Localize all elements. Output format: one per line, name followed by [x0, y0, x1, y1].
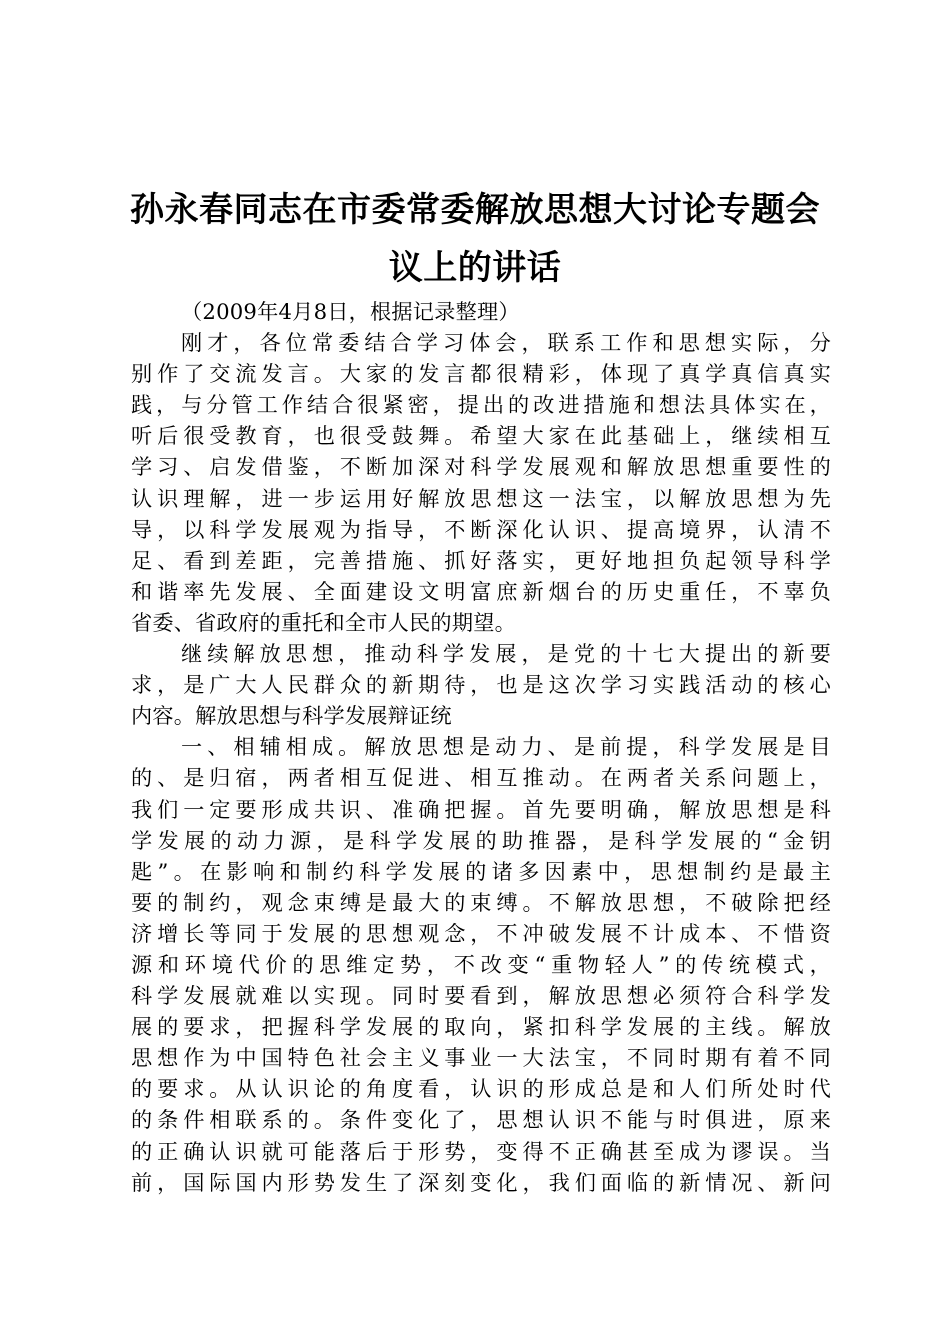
paragraph-line: 的、是归宿，两者相互促进、相互推动。在两者关系问题上，: [131, 765, 831, 791]
paragraph-line: 展的要求，把握科学发展的取向，紧扣科学发展的主线。解放: [131, 1014, 831, 1040]
document-title-line-1: 孙永春同志在市委常委解放思想大讨论专题会: [130, 190, 820, 230]
paragraph-line: 和谐率先发展、全面建设文明富庶新烟台的历史重任，不辜负: [131, 578, 831, 604]
document-body: [131, 296, 831, 1198]
paragraph-line: 认识理解，进一步运用好解放思想这一法宝，以解放思想为先: [131, 485, 831, 511]
paragraph-line: 思想作为中国特色社会主义事业一大法宝，不同时期有着不同: [131, 1045, 831, 1071]
paragraph-line: 一、相辅相成。解放思想是动力、是前提，科学发展是目: [181, 734, 831, 760]
paragraph-line: 导，以科学发展观为指导，不断深化认识、提高境界，认清不: [131, 516, 831, 542]
paragraph-line: 继续解放思想，推动科学发展，是党的十七大提出的新要: [181, 641, 831, 667]
paragraph-line: 求，是广大人民群众的新期待，也是这次学习实践活动的核心: [131, 672, 831, 698]
date-note: （2009年4月8日，根据记录整理）: [181, 299, 520, 324]
paragraph-line: 足、看到差距，完善措施、抓好落实，更好地担负起领导科学: [131, 547, 831, 573]
paragraph-line: 践，与分管工作结合很紧密，提出的改进措施和想法具体实在，: [131, 392, 831, 418]
paragraph-line: 听后很受教育，也很受鼓舞。希望大家在此基础上，继续相互: [131, 423, 831, 449]
paragraph-line: 济增长等同于发展的思想观念，不冲破发展不计成本、不惜资: [131, 920, 831, 946]
paragraph-line: 刚才，各位常委结合学习体会，联系工作和思想实际，分: [181, 330, 831, 356]
paragraph-line: 匙”。在影响和制约科学发展的诸多因素中，思想制约是最主: [131, 858, 831, 884]
paragraph-line: 的正确认识就可能落后于形势，变得不正确甚至成为谬误。当: [131, 1138, 831, 1164]
paragraph-line: 省委、省政府的重托和全市人民的期望。: [131, 609, 516, 635]
paragraph-line: 源和环境代价的思维定势，不改变“重物轻人”的传统模式，: [131, 951, 831, 977]
paragraph-line: 我们一定要形成共识、准确把握。首先要明确，解放思想是科: [131, 796, 831, 822]
paragraph-line: 学习、启发借鉴，不断加深对科学发展观和解放思想重要性的: [131, 454, 831, 480]
paragraph-line: 的条件相联系的。条件变化了，思想认识不能与时俱进，原来: [131, 1107, 831, 1133]
paragraph-line: 学发展的动力源，是科学发展的助推器，是科学发展的“金钥: [131, 827, 831, 853]
paragraph-line: 前，国际国内形势发生了深刻变化，我们面临的新情况、新问: [131, 1169, 831, 1195]
paragraph-line: 内容。解放思想与科学发展辩证统: [131, 703, 452, 729]
paragraph-line: 要的制约，观念束缚是最大的束缚。不解放思想，不破除把经: [131, 889, 831, 915]
paragraph-line: 别作了交流发言。大家的发言都很精彩，体现了真学真信真实: [131, 361, 831, 387]
paragraph-line: 科学发展就难以实现。同时要看到，解放思想必须符合科学发: [131, 983, 831, 1009]
document-title-line-2: 议上的讲话: [388, 248, 562, 288]
paragraph-line: 的要求。从认识论的角度看，认识的形成总是和人们所处时代: [131, 1076, 831, 1102]
